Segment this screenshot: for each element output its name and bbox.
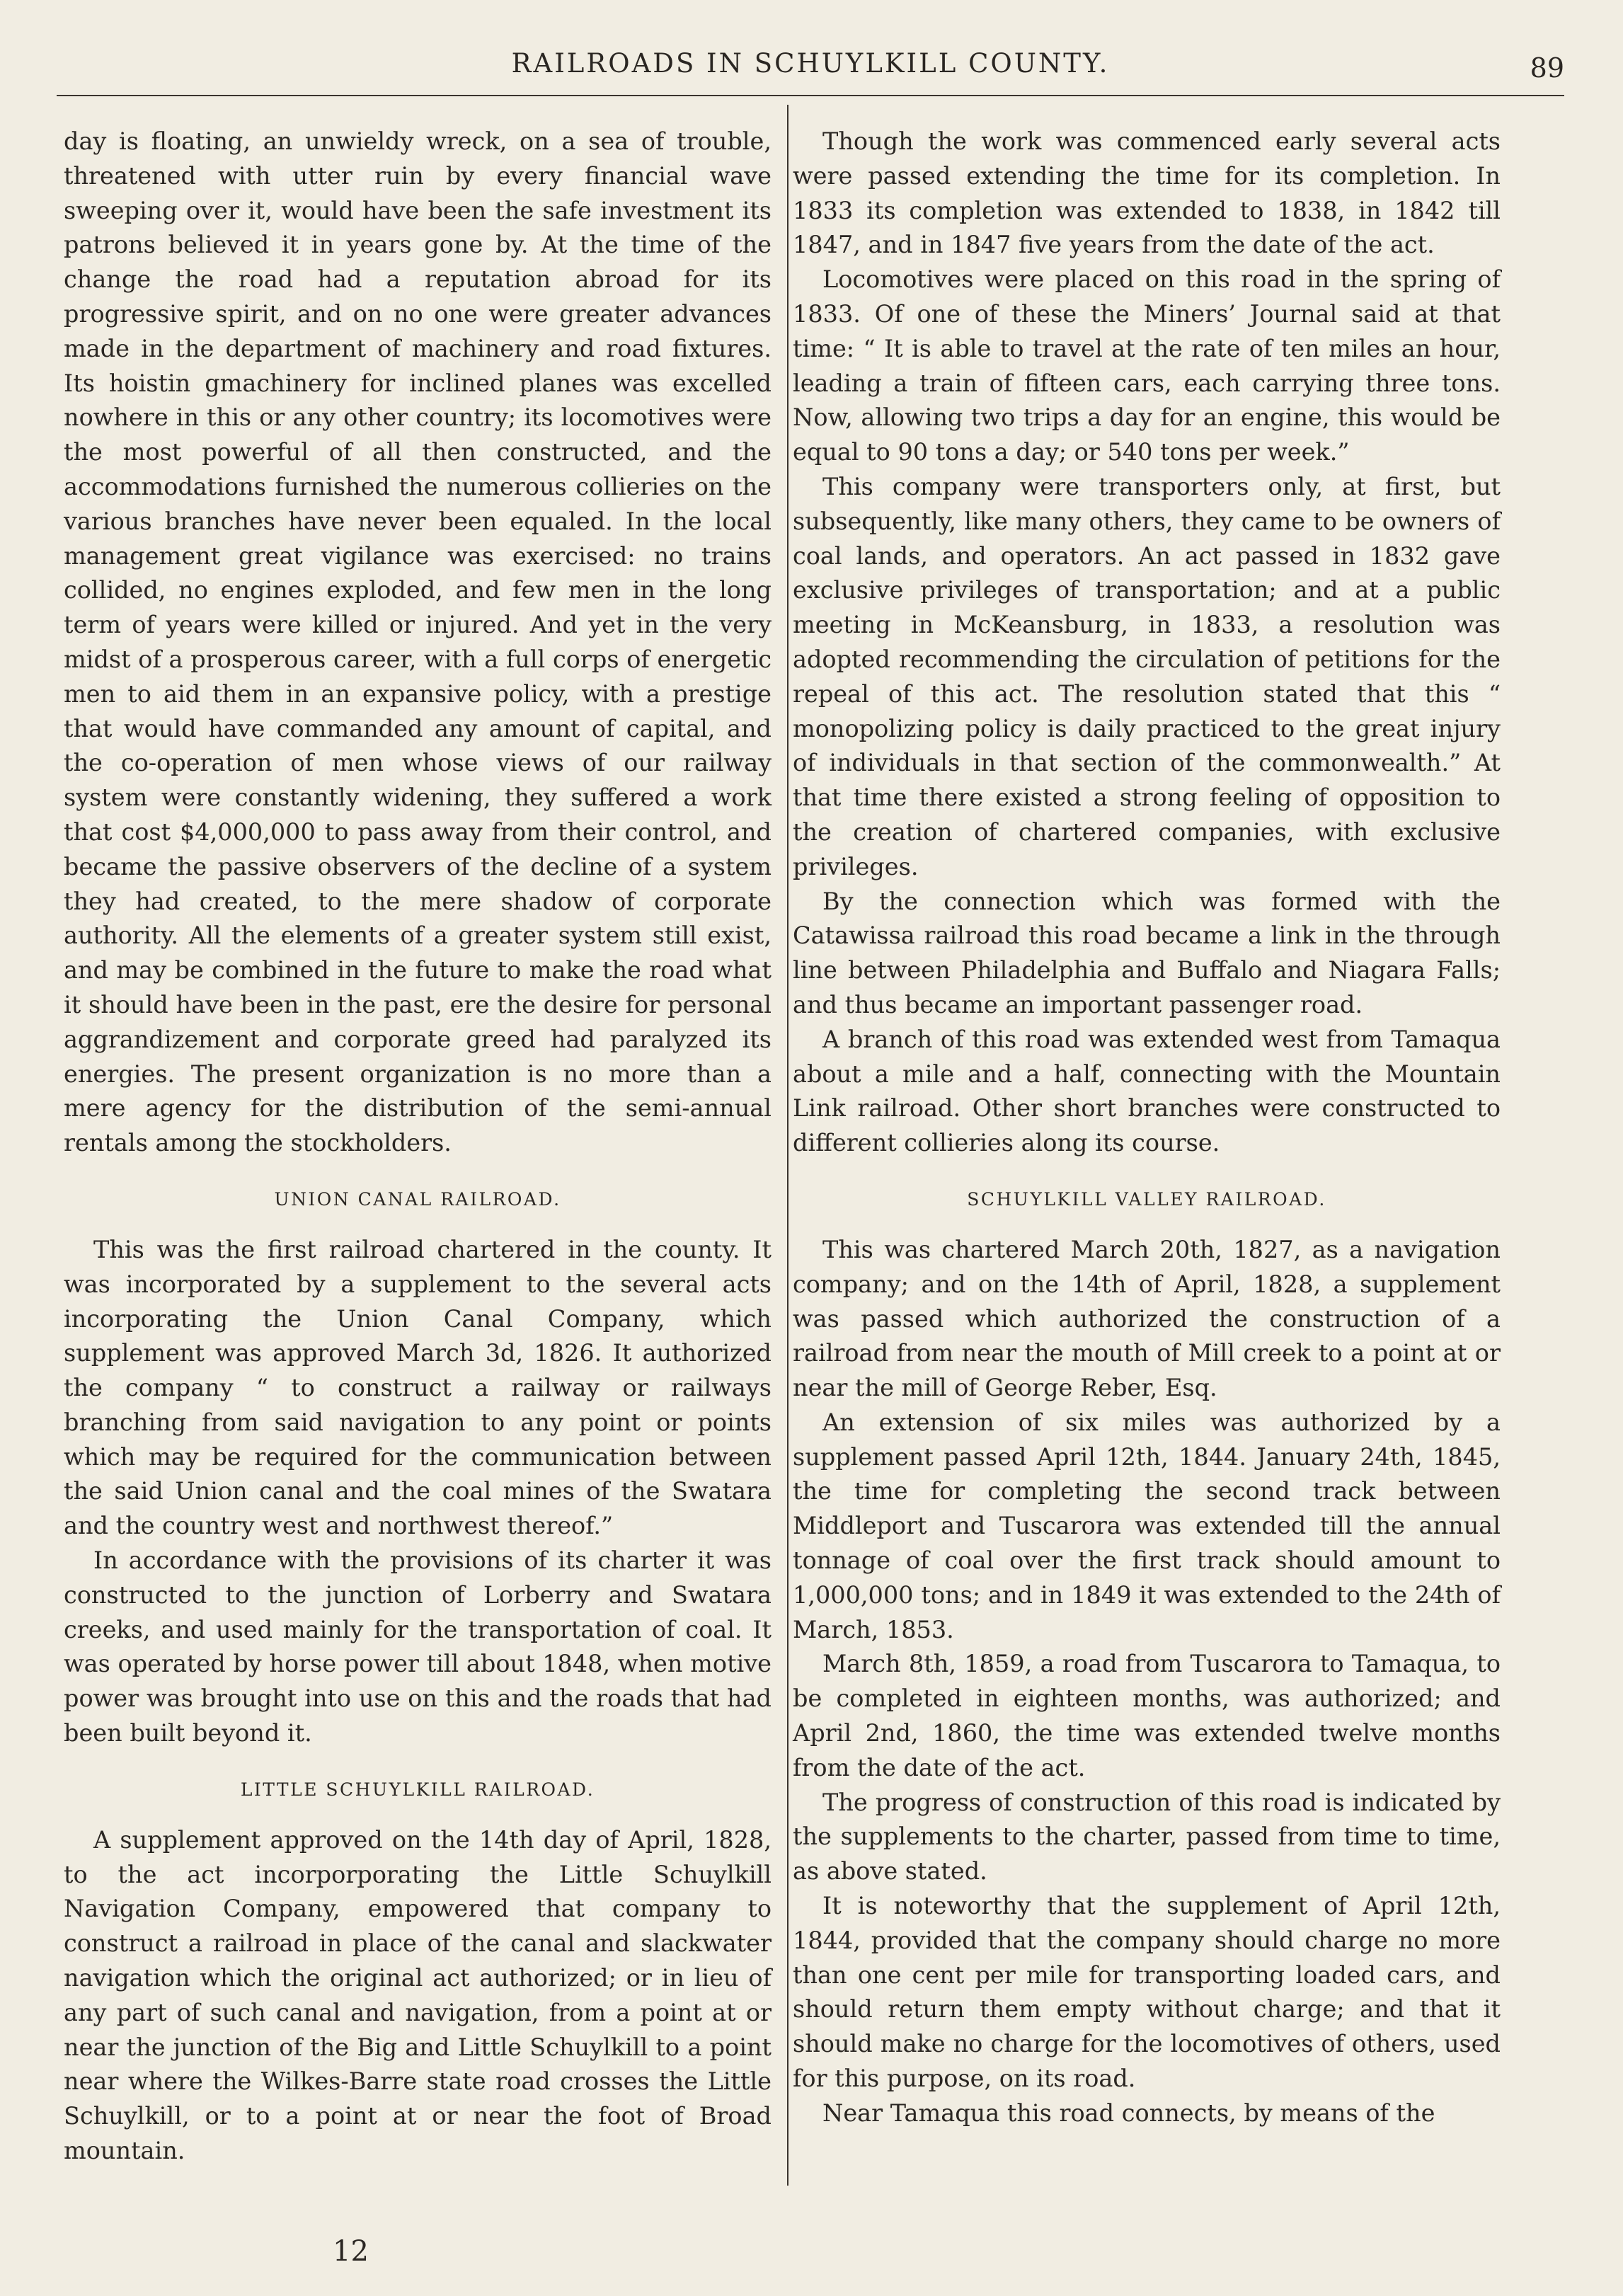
column-divider (787, 105, 788, 2186)
section-heading-little-schuylkill: LITTLE SCHUYLKILL RAILROAD. (240, 1779, 595, 1800)
paragraph: It is noteworthy that the supplement of April 12th, 1844, provided that the company should charge no more than one cent per mile for transporting loaded cars, and should return them empty without charge; and that it should make no charge for the locomotives of others, used for this purpose, on its road. (793, 1892, 1501, 2093)
paragraph: An extension of six miles was authorized by a supplement passed April 12th, 1844. January 24th, 1845, the time for completing the second track between Middleport and Tuscarora was extended till the annual tonnage of coal over the first track should amount to 1,000,000 tons; and in 1849 it was extended to the 24th of March, 1853. (793, 1408, 1501, 1643)
right-column (793, 125, 1501, 2131)
paragraph: March 8th, 1859, a road from Tuscarora to Tamaqua, to be completed in eighteen months, was authorized; and April 2nd, 1860, the time was extended twelve months from the date of the act. (793, 1650, 1501, 1781)
section-heading-schuylkill-valley: SCHUYLKILL VALLEY RAILROAD. (967, 1188, 1326, 1210)
paragraph: By the connection which was formed with the Catawissa railroad this road became a link in the through line between Philadelphia and Buffalo and Niagara Falls; and thus became an important passenger road. (793, 887, 1501, 1018)
page-header (57, 44, 1564, 101)
paragraph: Though the work was commenced early several acts were passed extending the time for its completion. In 1833 its completion was extended to 1838, in 1842 till 1847, and in 1847 five years from the date of the act. (793, 127, 1501, 259)
paragraph: A supplement approved on the 14th day of April, 1828, to the act incorporporating the Little Schuylkill Navigation Company, empowered that company to construct a railroad in place of the canal and slackwater navigation which the original act authorized; or in lieu of any part of such canal and navigation, from a point at or near the junction of the Big and Little Schuylkill to a point near where the Wilkes-Barre state road crosses the Little Schuylkill, or to a point at or near the foot of Broad mountain. (64, 1825, 772, 2165)
paragraph: The progress of construction of this road is indicated by the supplements to the charter, passed from time to time, as above stated. (793, 1788, 1501, 1885)
page-number: 89 (1530, 52, 1564, 84)
paragraph: day is floating, an unwieldy wreck, on a sea of trouble, threatened with utter ruin by every financial wave sweeping over it, would have been the safe investment its patrons believed it in years gone by. At the time of the change the road had a reputation abroad for its progressive spirit, and on no one were greater advances made in the department of machinery and road fixtures. Its hoistin gmachinery for inclined planes was excelled nowhere in this or any other country; its locomotives were the most powerful of all then constructed, and the accommodations furnished the numerous collieries on the various branches have never been equaled. In the local management great vigilance was exercised: no trains collided, no engines exploded, and few men in the long term of years were killed or injured. And yet in the very midst of a prosperous career, with a full corps of energetic men to aid them in an expansive policy, with a prestige that would have commanded any amount of capital, and the co-operation of men whose views of our railway system were constantly widening, they suffered a work that cost $4,000,000 to pass away from their control, and became the passive observers of the decline of a system they had created, to the mere shadow of corporate authority. All the elements of a greater system still exist, and may be combined in the future to make the road what it should have been in the past, ere the desire for personal aggrandizement and corporate greed had paralyzed its energies. The present organization is no more than a mere agency for the distribution of the semi-annual rentals among the stockholders. (64, 127, 772, 1157)
paragraph: A branch of this road was extended west from Tamaqua about a mile and a half, connecting with the Mountain Link railroad. Other short branches were constructed to different collieries along its course. (793, 1025, 1501, 1157)
paragraph: This was the first railroad chartered in the county. It was incorporated by a supplement to the several acts incorporating the Union Canal Company, which supplement was approved March 3d, 1826. It authorized the company “ to construct a railway or railways branching from said navigation to any point or points which may be required for the communication between the said Union canal and the coal mines of the Swatara and the country west and northwest thereof.” (64, 1235, 772, 1540)
paragraph: This was chartered March 20th, 1827, as a navigation company; and on the 14th of April, 1828, a supplement was passed which authorized the construction of a railroad from near the mouth of Mill creek to a point at or near the mill of George Reber, Esq. (793, 1235, 1501, 1402)
paragraph: This company were transporters only, at first, but subsequently, like many others, they came to be owners of coal lands, and operators. An act passed in 1832 gave exclusive privileges of transportation; and at a public meeting in McKeansburg, in 1833, a resolution was adopted recommending the circulation of petitions for the repeal of this act. The resolution stated that this “ monopolizing policy is daily practiced to the great injury of individuals in that section of the commonwealth.” At that time there existed a strong feeling of opposition to the creation of chartered companies, with exclusive privileges. (793, 472, 1501, 880)
header-rule (57, 95, 1564, 96)
paragraph: Near Tamaqua this road connects, by means of the (822, 2099, 1435, 2127)
left-column (64, 125, 772, 2169)
paragraph: In accordance with the provisions of its charter it was constructed to the junction of Lorberry and Swatara creeks, and used mainly for the transportation of coal. It was operated by horse power till about 1848, when motive power was brought into use on this and the roads that had been built beyond it. (64, 1546, 772, 1747)
section-heading-union-canal: UNION CANAL RAILROAD. (274, 1188, 561, 1210)
signature-folio: 12 (333, 2235, 369, 2268)
running-title: RAILROADS IN SCHUYLKILL COUNTY. (511, 48, 1110, 79)
paragraph: Locomotives were placed on this road in the spring of 1833. Of one of these the Miners’ Journal said at that time: “ It is able to travel at the rate of ten miles an hour, leading a train of fifteen cars, each carrying three tons. Now, allowing two trips a day for an engine, this would be equal to 90 tons a day; or 540 tons per week.” (793, 265, 1501, 466)
